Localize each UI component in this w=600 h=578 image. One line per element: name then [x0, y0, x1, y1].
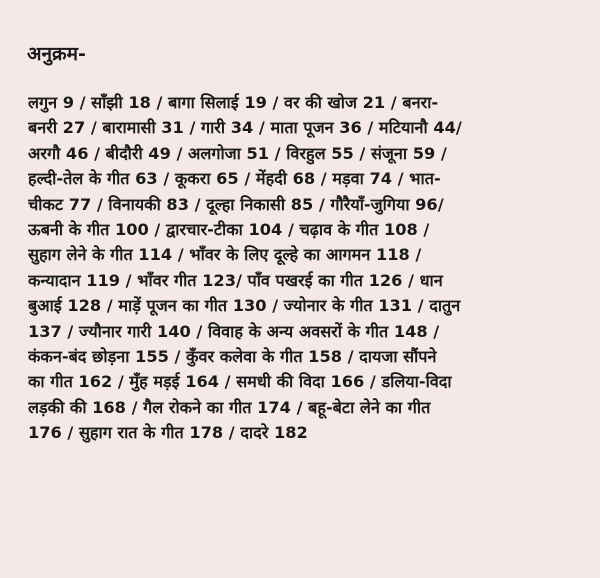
- contents-line: कंकन-बंद छोड़ना 155 / कुँवर कलेवा के गीत 158 / दायजा सौंपने: [28, 346, 437, 366]
- contents-heading: अनुक्रम-: [27, 43, 86, 65]
- contents-line: कन्यादान 119 / भाँवर गीत 123/ पाँव पखरई का गीत 126 / धान: [28, 270, 443, 290]
- contents-line: हल्दी-तेल के गीत 63 / कूकरा 65 / मेंहदी 68 / मड़वा 74 / भात-: [28, 169, 441, 189]
- contents-line: लगुन 9 / साँझी 18 / बागा सिलाई 19 / वर की खोज 21 / बनरा-: [28, 93, 439, 112]
- contents-line: बनरी 27 / बारामासी 31 / गारी 34 / माता पूजन 36 / मटियानौ 44/: [28, 118, 462, 138]
- contents-line: लड़की की 168 / गैल रोकने का गीत 174 / बहू-बेटा लेने का गीत: [28, 397, 431, 417]
- contents-line: बुआई 128 / माड़ें पूजन का गीत 130 / ज्योनार के गीत 131 / दातुन: [28, 296, 461, 316]
- contents-line: 137 / ज्यौनार गारी 140 / विवाह के अन्य अवसरों के गीत 148 /: [28, 321, 440, 341]
- contents-line: ऊबनी के गीत 100 / द्वारचार-टीका 104 / चढ़ाव के गीत 108 /: [28, 219, 430, 239]
- contents-line: सुहाग लेने के गीत 114 / भाँवर के लिए दूल्हे का आगमन 118 /: [28, 245, 422, 265]
- contents-line: 176 / सुहाग रात के गीत 178 / दादरे 182: [28, 423, 308, 443]
- contents-line: अरगौ 46 / बीदौरी 49 / अलगोजा 51 / विरहुल 55 / संजूना 59 /: [28, 143, 447, 163]
- contents-line: चीकट 77 / विनायकी 83 / दूल्हा निकासी 85 / गौरैयाँ-जुगिया 96/: [28, 194, 444, 214]
- contents-line: का गीत 162 / मुँह मड़ई 164 / समधी की विदा 166 / डलिया-विदा: [28, 372, 452, 392]
- contents-list: [28, 90, 588, 445]
